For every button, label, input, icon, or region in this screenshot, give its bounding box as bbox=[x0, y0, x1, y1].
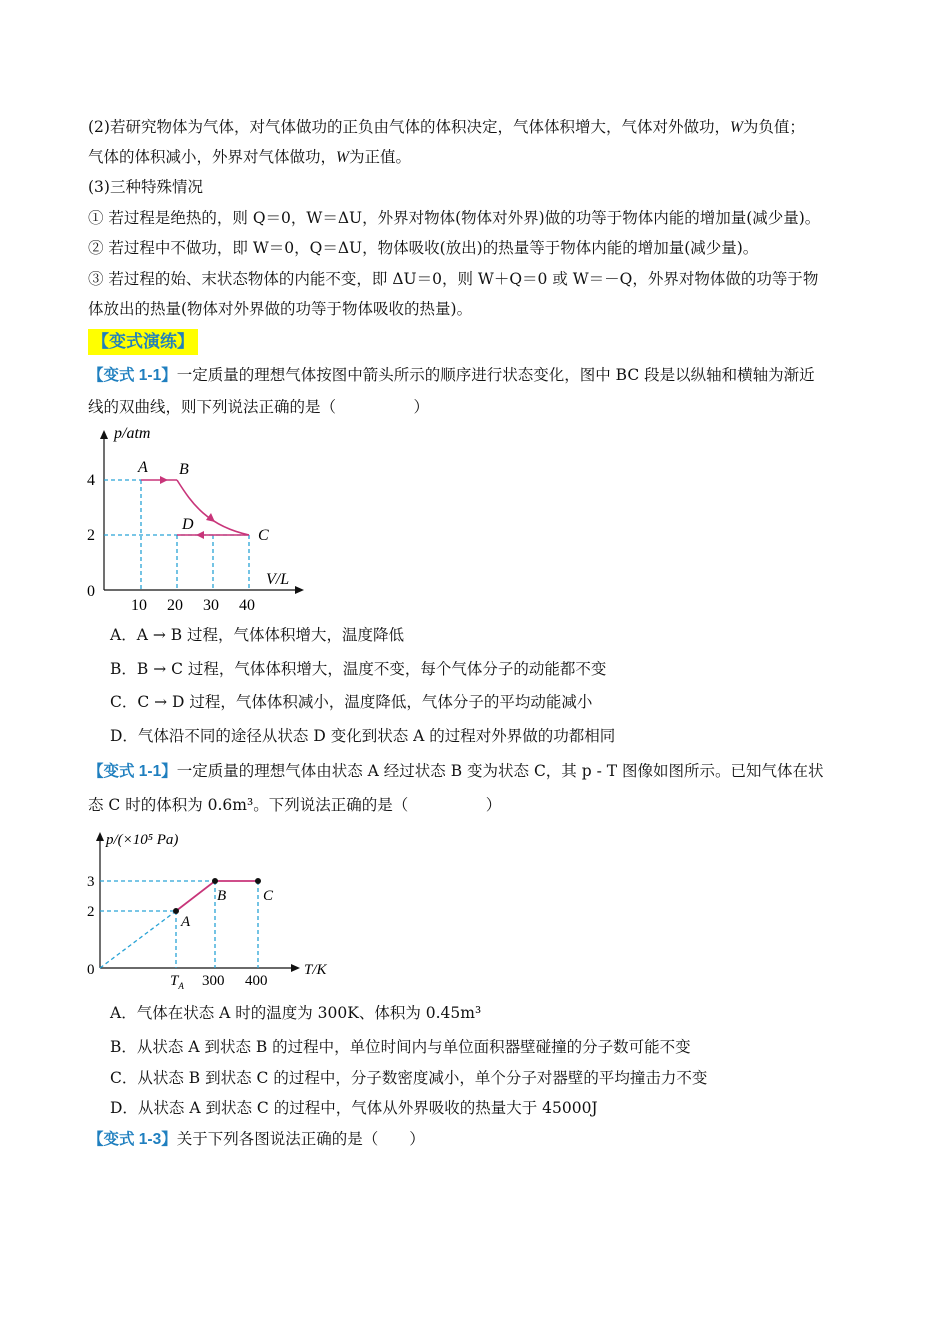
intro-text: 为负值； bbox=[742, 118, 805, 136]
q1-stem: 一定质量的理想气体按图中箭头所示的顺序进行状态变化，图中 BC 段是以纵轴和横轴为渐近 bbox=[176, 366, 815, 384]
origin-label: 0 bbox=[87, 962, 95, 978]
case-2: ② 若过程中不做功，即 W＝0，Q＝ΔU，物体吸收(放出)的热量等于物体内能的增加量(减少量)。 bbox=[88, 239, 759, 257]
q2-line-1 bbox=[88, 760, 824, 783]
intro-text: 为正值。 bbox=[348, 148, 411, 166]
q3-line bbox=[88, 1128, 425, 1151]
case-3-line-1: ③ 若过程的始、末状态物体的内能不变，即 ΔU＝0，则 W＋Q＝0 或 W＝－Q，外界对物体做的功等于物 bbox=[88, 270, 819, 288]
x-tick-10: 10 bbox=[131, 597, 147, 614]
x-tick-20: 20 bbox=[167, 597, 183, 614]
q1-option-c[interactable]: C．C → D 过程，气体体积减小，温度降低，气体分子的平均动能减小 bbox=[110, 693, 593, 711]
point-c-label: C bbox=[263, 888, 274, 904]
x-tick-400: 400 bbox=[245, 973, 268, 989]
intro-line-1 bbox=[88, 116, 805, 139]
point-c-label: C bbox=[258, 527, 269, 544]
case-1: ① 若过程是绝热的，则 Q＝0，W＝ΔU，外界对物体(物体对外界)做的功等于物体内能的增加量(减少量)。 bbox=[88, 209, 821, 227]
x-tick-40: 40 bbox=[239, 597, 255, 614]
q1-option-a[interactable]: A．A → B 过程，气体体积增大，温度降低 bbox=[110, 626, 405, 644]
q2-line-2: 态 C 时的体积为 0.6m³。下列说法正确的是（ ） bbox=[88, 796, 502, 814]
intro-text: 气体的体积减小，外界对气体做功， bbox=[88, 148, 337, 166]
q2-option-b[interactable]: B．从状态 A 到状态 B 的过程中，单位时间内与单位面积器壁碰撞的分子数可能不变 bbox=[110, 1038, 691, 1056]
point-b-label: B bbox=[179, 461, 189, 478]
point-a-label: A bbox=[181, 914, 191, 930]
x-tick-30: 30 bbox=[203, 597, 219, 614]
point-a-label: A bbox=[138, 459, 148, 476]
practice-banner: 【变式演练】 bbox=[88, 329, 198, 355]
q3-stem: 关于下列各图说法正确的是（ ） bbox=[176, 1130, 425, 1148]
q1-line-2: 线的双曲线，则下列说法正确的是（ ） bbox=[88, 398, 430, 416]
y-tick-4: 4 bbox=[87, 472, 95, 489]
y-tick-3: 3 bbox=[87, 874, 95, 890]
pv-chart bbox=[80, 422, 320, 617]
x-axis-label: T/K bbox=[304, 962, 327, 978]
q1-tag: 【变式 1-1】 bbox=[88, 367, 177, 384]
var-w: W bbox=[729, 119, 743, 136]
x-axis-label: V/L bbox=[266, 571, 290, 588]
var-w: W bbox=[336, 149, 349, 166]
point-d-label: D bbox=[182, 516, 194, 533]
y-tick-2: 2 bbox=[87, 527, 95, 544]
q2-tag: 【变式 1-1】 bbox=[88, 763, 177, 780]
y-axis-label: p/(×10⁵ Pa) bbox=[106, 832, 179, 848]
intro-line-2 bbox=[88, 146, 411, 169]
q3-tag: 【变式 1-3】 bbox=[88, 1131, 177, 1148]
intro-text: (2)若研究物体为气体，对气体做功的正负由气体的体积决定，气体体积增大，气体对外做功， bbox=[88, 118, 730, 136]
q2-option-c[interactable]: C．从状态 B 到状态 C 的过程中，分子数密度减小，单个分子对器壁的平均撞击力不变 bbox=[110, 1069, 708, 1087]
y-tick-2: 2 bbox=[87, 904, 95, 920]
origin-label: 0 bbox=[87, 583, 95, 600]
q2-option-a[interactable]: A．气体在状态 A 时的温度为 300K、体积为 0.45m³ bbox=[110, 1004, 482, 1022]
x-tick-300: 300 bbox=[202, 973, 225, 989]
y-axis-label: p/atm bbox=[114, 425, 151, 442]
q1-option-d[interactable]: D．气体沿不同的途径从状态 D 变化到状态 A 的过程对外界做的功都相同 bbox=[110, 727, 616, 745]
pt-chart bbox=[82, 822, 342, 992]
q1-option-b[interactable]: B．B → C 过程，气体体积增大，温度不变，每个气体分子的动能都不变 bbox=[110, 660, 607, 678]
x-tick-ta: $T_A$ bbox=[170, 973, 184, 991]
q2-stem: 一定质量的理想气体由状态 A 经过状态 B 变为状态 C，其 p - T 图像如图所示。已知气体在状 bbox=[176, 762, 824, 780]
section-title: (3)三种特殊情况 bbox=[88, 178, 203, 196]
q2-option-d[interactable]: D．从状态 A 到状态 C 的过程中，气体从外界吸收的热量大于 45000J bbox=[110, 1099, 598, 1117]
q1-line-1 bbox=[88, 364, 815, 387]
point-b-label: B bbox=[217, 888, 227, 904]
case-3-line-2: 体放出的热量(物体对外界做的功等于物体吸收的热量)。 bbox=[88, 300, 473, 318]
